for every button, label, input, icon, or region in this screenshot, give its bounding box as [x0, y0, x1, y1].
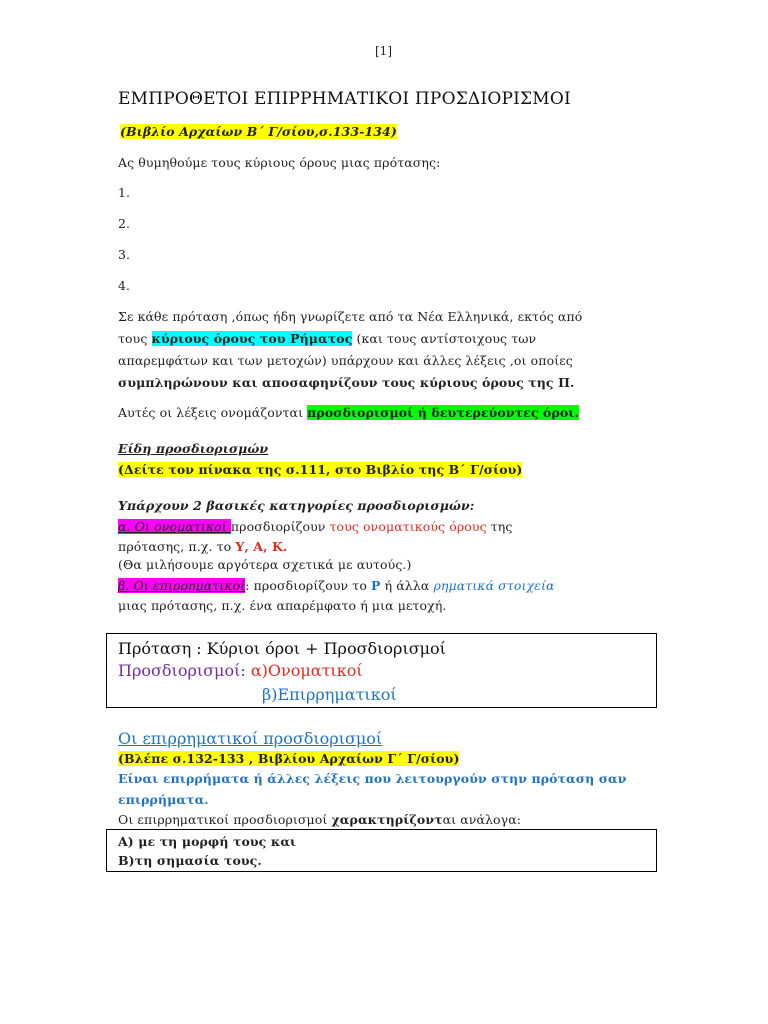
section2-reference-text: (Βλέπε σ.132-133 , Βιβλίου Αρχαίων Γ΄ Γ/σίου) [118, 751, 460, 766]
category-a2-red: Υ, Α, Κ. [235, 539, 288, 554]
category-b-p: Ρ [371, 578, 381, 593]
box1-line3: β)Επιρρηματικοί [262, 685, 397, 704]
types-reference-text: (Δείτε τον πίνακα της σ.111, στο Βιβλίο της Β΄ Γ/σίου) [118, 462, 523, 477]
section2-char-pre: Οι επιρρηματικοί προσδιορισμοί [118, 812, 332, 827]
para1-line4: συμπληρώνουν και αποσαφηνίζουν τους κύριους όρους της Π. [118, 375, 575, 390]
section2-char-bold: χαρακτηρίζοντ [331, 812, 443, 827]
types-heading-text: Είδη προσδιορισμών [118, 441, 269, 456]
box2-line1: Α) με τη μορφή τους και [118, 834, 297, 849]
category-b-mid: : προσδιορίζουν το [245, 578, 372, 593]
category-a-post: της [486, 519, 513, 534]
category-b-line1 [118, 578, 554, 593]
category-b-label: β. Οι επιρρηματικοί [118, 578, 246, 593]
book-reference-text: (Βιβλίο Αρχαίων Β΄ Γ/σίου,σ.133-134) [120, 124, 397, 139]
page-number: [1] [375, 44, 392, 58]
para2-pre: Αυτές οι λέξεις ονομάζονται [118, 405, 308, 420]
box1-line2-label: Προσδιορισμοί: [118, 661, 251, 680]
category-b-line2: μιας πρότασης, π.χ. ένα απαρέμφατο ή μια μετοχή. [118, 598, 447, 613]
category-a-line3: (Θα μιλήσουμε αργότερα σχετικά με αυτούς.) [118, 557, 412, 572]
types-heading [118, 441, 268, 456]
page-title: ΕΜΠΡΟΘΕΤΟΙ ΕΠΙΡΡΗΜΑΤΙΚΟΙ ΠΡΟΣΔΙΟΡΙΣΜΟΙ [118, 89, 571, 109]
types-reference [118, 462, 522, 477]
box2-line2: Β)τη σημασία τους. [118, 853, 262, 868]
box1-line2-value: α)Ονοματικοί [250, 661, 363, 680]
category-a-red: τους ονοματικούς όρους [329, 519, 487, 534]
categories-heading: Υπάρχουν 2 βασικές κατηγορίες προσδιορισμών: [118, 498, 475, 513]
numbered-item: 3. [118, 247, 131, 262]
section2-reference [118, 751, 459, 766]
category-b-mid2: ή άλλα [380, 578, 434, 593]
numbered-item: 2. [118, 216, 131, 231]
book-reference [120, 124, 397, 139]
box1-line2 [118, 661, 363, 680]
para1-line1: Σε κάθε πρόταση ,όπως ήδη γνωρίζετε από τα Νέα Ελληνικά, εκτός από [118, 309, 583, 324]
para1-line2 [118, 331, 536, 346]
para1-line2-post: (και τους αντίστοιχους των [352, 331, 537, 346]
main-terms-highlight: κύριους όρους του Ρήματος [151, 331, 353, 346]
intro-text: Ας θυμηθούμε τους κύριους όρους μιας πρότασης: [118, 155, 441, 170]
box1-line1: Πρόταση : Κύριοι όροι + Προσδιορισμοί [118, 639, 446, 658]
category-a-mid: προσδιορίζουν [230, 519, 330, 534]
para1-line3: απαρεμφάτων και των μετοχών) υπάρχουν και άλλες λέξεις ,οι οποίες [118, 353, 573, 368]
category-a-line2 [118, 539, 287, 554]
section2-def-line2: επιρρήματα. [118, 792, 209, 807]
category-b-blue: ρηματικά στοιχεία [433, 578, 555, 593]
section2-heading: Οι επιρρηματικοί προσδιορισμοί [118, 729, 383, 748]
numbered-item: 4. [118, 278, 131, 293]
category-a2-pre: πρότασης, π.χ. το [118, 539, 236, 554]
category-a-line1 [118, 519, 512, 534]
modifiers-highlight: προσδιορισμοί ή δευτερεύοντες όροι. [307, 405, 579, 420]
section2-characterization [118, 812, 521, 827]
section2-char-post: αι ανάλογα: [442, 812, 522, 827]
para2 [118, 405, 579, 420]
category-a-label: α. Οι ονοματικοί [118, 519, 231, 534]
numbered-item: 1. [118, 185, 131, 200]
para1-line2-pre: τους [118, 331, 152, 346]
section2-def-line1: Είναι επιρρήματα ή άλλες λέξεις που λειτουργούν στην πρόταση σαν [118, 771, 627, 786]
